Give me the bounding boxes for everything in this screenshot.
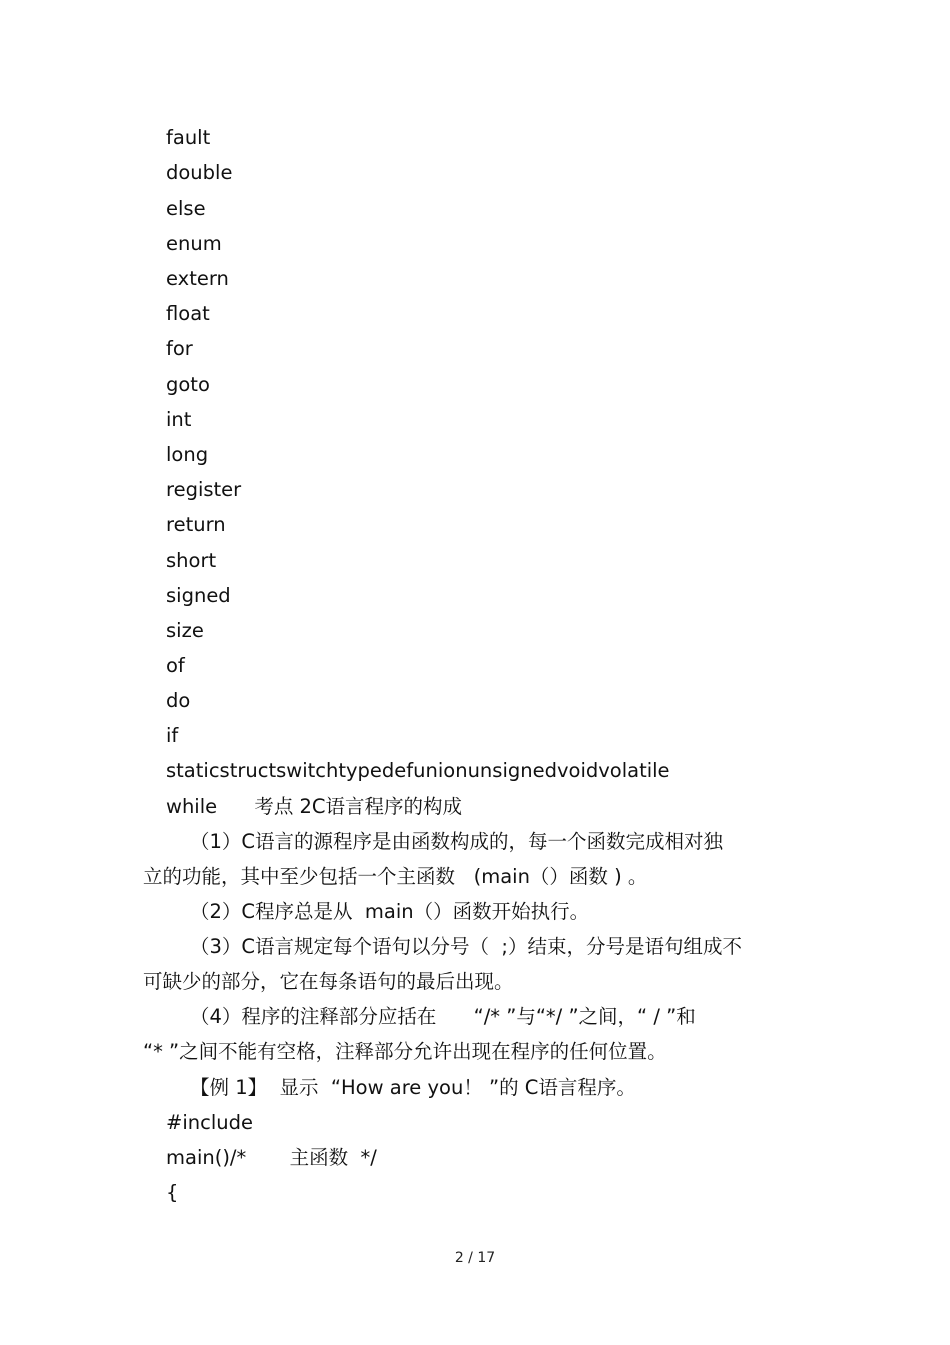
- keyword-line: for: [166, 337, 193, 360]
- keyword-line: enum: [166, 232, 222, 255]
- keyword-line: long: [166, 443, 209, 466]
- keyword-line: extern: [166, 267, 229, 290]
- keyword-line: int: [166, 408, 192, 431]
- paragraph-3-line-1: （3）C语言规定每个语句以分号（ ;）结束，分号是语句组成不: [190, 935, 742, 958]
- keyword-line: if: [166, 724, 179, 747]
- keyword-line: do: [166, 689, 191, 712]
- keyword-line: return: [166, 513, 226, 536]
- keyword-line: goto: [166, 373, 210, 396]
- paragraph-3-line-2: 可缺少的部分，它在每条语句的最后出现。: [143, 970, 514, 993]
- keyword-line: of: [166, 654, 185, 677]
- code-line: {: [166, 1181, 179, 1204]
- code-line: main()/* 主函数 */: [166, 1146, 377, 1169]
- code-line: #include: [166, 1111, 253, 1134]
- paragraph-1-line-2: 立的功能，其中至少包括一个主函数 (main（）函数 ) 。: [143, 865, 648, 888]
- keyword-line: register: [166, 478, 242, 501]
- keyword-line: short: [166, 549, 217, 572]
- example-heading: 【例 1】 显示 “How are you！ ”的 C语言程序。: [190, 1076, 636, 1099]
- keyword-line: else: [166, 197, 206, 220]
- paragraph-1-line-1: （1）C语言的源程序是由函数构成的，每一个函数完成相对独: [190, 830, 724, 853]
- keyword-line: double: [166, 161, 233, 184]
- keyword-line: signed: [166, 584, 231, 607]
- keyword-line: size: [166, 619, 204, 642]
- paragraph-4-line-1: （4）程序的注释部分应括在 “/* ”与“*/ ”之间，“ / ”和: [190, 1005, 696, 1028]
- page-number: 2 / 17: [454, 1250, 496, 1266]
- keyword-line: staticstructswitchtypedefunionunsignedvoidvolatile: [166, 759, 670, 782]
- paragraph-2: （2）C程序总是从 main（）函数开始执行。: [190, 900, 590, 923]
- paragraph-4-line-2: “* ”之间不能有空格，注释部分允许出现在程序的任何位置。: [143, 1040, 667, 1063]
- keyword-line: float: [166, 302, 210, 325]
- keyword-line: fault: [166, 126, 211, 149]
- section-heading: while 考点 2C语言程序的构成: [166, 795, 463, 818]
